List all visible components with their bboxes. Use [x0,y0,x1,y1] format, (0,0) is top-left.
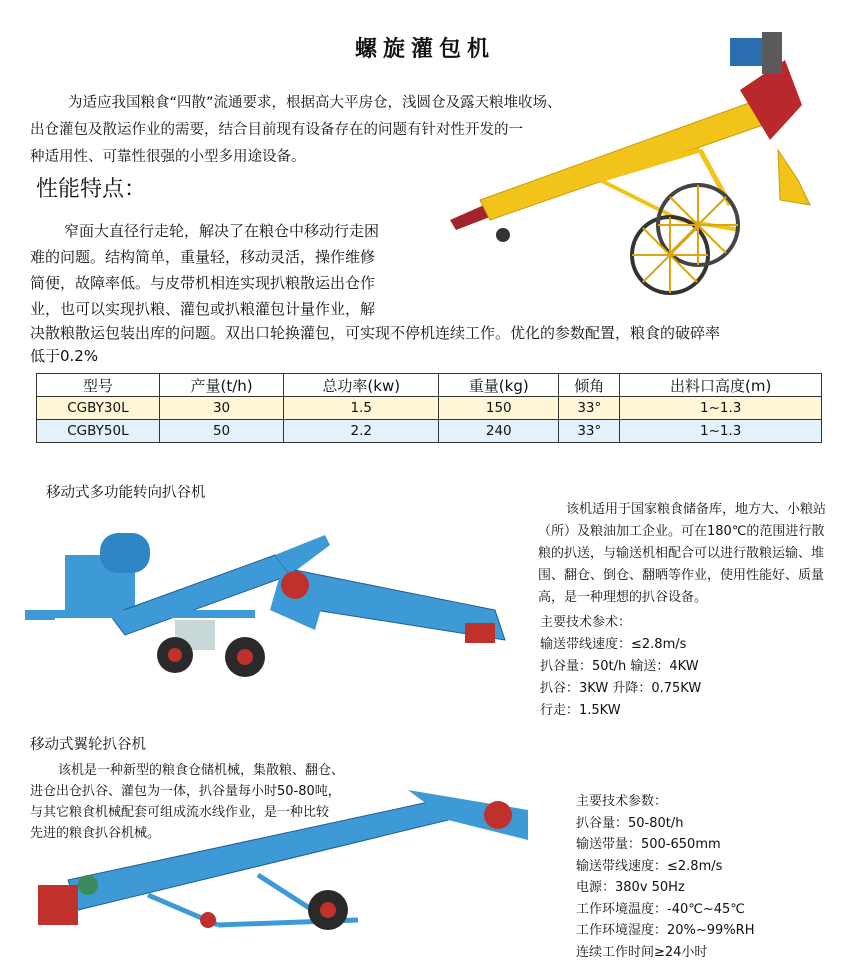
machine2-desc-line: 该机适用于国家粮食储备库，地方大、小粮站 [566,502,827,517]
intro-line: 出仓灌包及散运作业的需要，结合目前现有设备存在的问题有针对性开发的一 [30,122,523,138]
page-title: 螺旋灌包机 [354,37,495,62]
spec-table [36,373,822,443]
params-title: 主要技术参术： [540,615,632,630]
machine2-desc-line: 围、翻仓、倒仓、翻晒等作业，使用性能好、质量 [538,568,825,583]
table-header: 重量(kg) [439,374,559,397]
table-cell: 240 [439,420,559,443]
feature-line: 简便，故障率低。与皮带机相连实现扒粮散运出仓作 [30,274,376,292]
features-continuation [30,322,830,368]
grain-rake-machine-image [25,515,520,690]
machine2-desc-line: （所）及粮油加工企业。可在180℃的范围进行散 [538,524,825,539]
section-title: 性能特点： [36,177,147,202]
intro-line: 种适用性、可靠性很强的小型多用途设备。 [30,149,306,165]
table-header: 出料口高度(m) [620,374,822,397]
table-header: 倾角 [559,374,620,397]
table-cell: 1~1.3 [620,420,822,443]
table-cell: 50 [159,420,283,443]
machine3-desc-line: 该机是一种新型的粮食仓储机械，集散粮、翻仓、 [58,763,345,778]
machine3-title: 移动式翼轮扒谷机 [30,737,146,753]
table-cell: 1.5 [284,397,439,420]
param-line: 扒谷量：50t/h 输送：4KW [540,659,699,674]
feature-line: 难的问题。结构简单，重量轻，移动灵活，操作维修 [30,248,376,266]
param-line: 电源：380v 50Hz [576,880,685,895]
machine2-desc-line: 粮的扒送，与输送机相配合可以进行散粮运输、堆 [538,546,825,561]
machine3-params [576,791,846,963]
table-cell: 33° [559,420,620,443]
params-title: 主要技术参数： [576,794,668,809]
machine2-description [538,499,838,609]
param-line: 连续工作时间≥24小时 [576,944,708,960]
screw-conveyor-image [440,30,835,325]
table-cell: 30 [159,397,283,420]
param-line: 输送带线速度：≤2.8m/s [540,637,687,652]
feature-line: 决散粮散运包装出库的问题。双出口轮换灌包，可实现不停机连续工作。优化的参数配置，粮食的破碎率 [30,324,721,342]
feature-line: 业，也可以实现扒粮、灌包或扒粮灌包计量作业，解 [30,300,376,318]
param-line: 输送带量：500-650mm [576,837,721,852]
table-header: 产量(t/h) [159,374,283,397]
machine2-params [540,612,840,722]
table-cell: CGBY50L [37,420,160,443]
features-paragraph [30,218,450,322]
table-cell: 150 [439,397,559,420]
table-header-row [37,374,822,397]
param-line: 扒谷量：50-80t/h [576,815,684,831]
param-line: 工作环境湿度：20%~99%RH [576,923,755,938]
table-header: 总功率(kw) [284,374,439,397]
machine2-title: 移动式多功能转向扒谷机 [46,485,206,501]
feature-line: 窄面大直径行走轮，解决了在粮仓中移动行走困 [64,222,380,240]
param-line: 扒谷：3KW 升降：0.75KW [540,681,702,696]
intro-line: 为适应我国粮食“四散”流通要求，根据高大平房仓，浅圆仓及露天粮堆收场、 [68,95,562,111]
table-row [37,397,822,420]
feature-line: 低于0.2% [30,347,99,365]
machine2-desc-line: 高，是一种理想的扒谷设备。 [538,590,708,605]
wing-wheel-machine-image [28,780,540,940]
machine3-desc-line: 先进的粮食扒谷机械。 [30,826,161,841]
machine3-desc-line: 与其它粮食机械配套可组成流水线作业，是一种比较 [30,805,330,820]
table-cell: CGBY30L [37,397,160,420]
table-cell: 1~1.3 [620,397,822,420]
table-cell: 2.2 [284,420,439,443]
table-row [37,420,822,443]
machine3-desc-line: 进仓出仓扒谷、灌包为一体，扒谷量每小时50-80吨， [30,784,341,799]
param-line: 输送带线速度：≤2.8m/s [576,858,723,874]
table-header: 型号 [37,374,160,397]
table-cell: 33° [559,397,620,420]
param-line: 行走：1.5KW [540,703,621,718]
param-line: 工作环境温度：-40℃~45℃ [576,901,745,917]
